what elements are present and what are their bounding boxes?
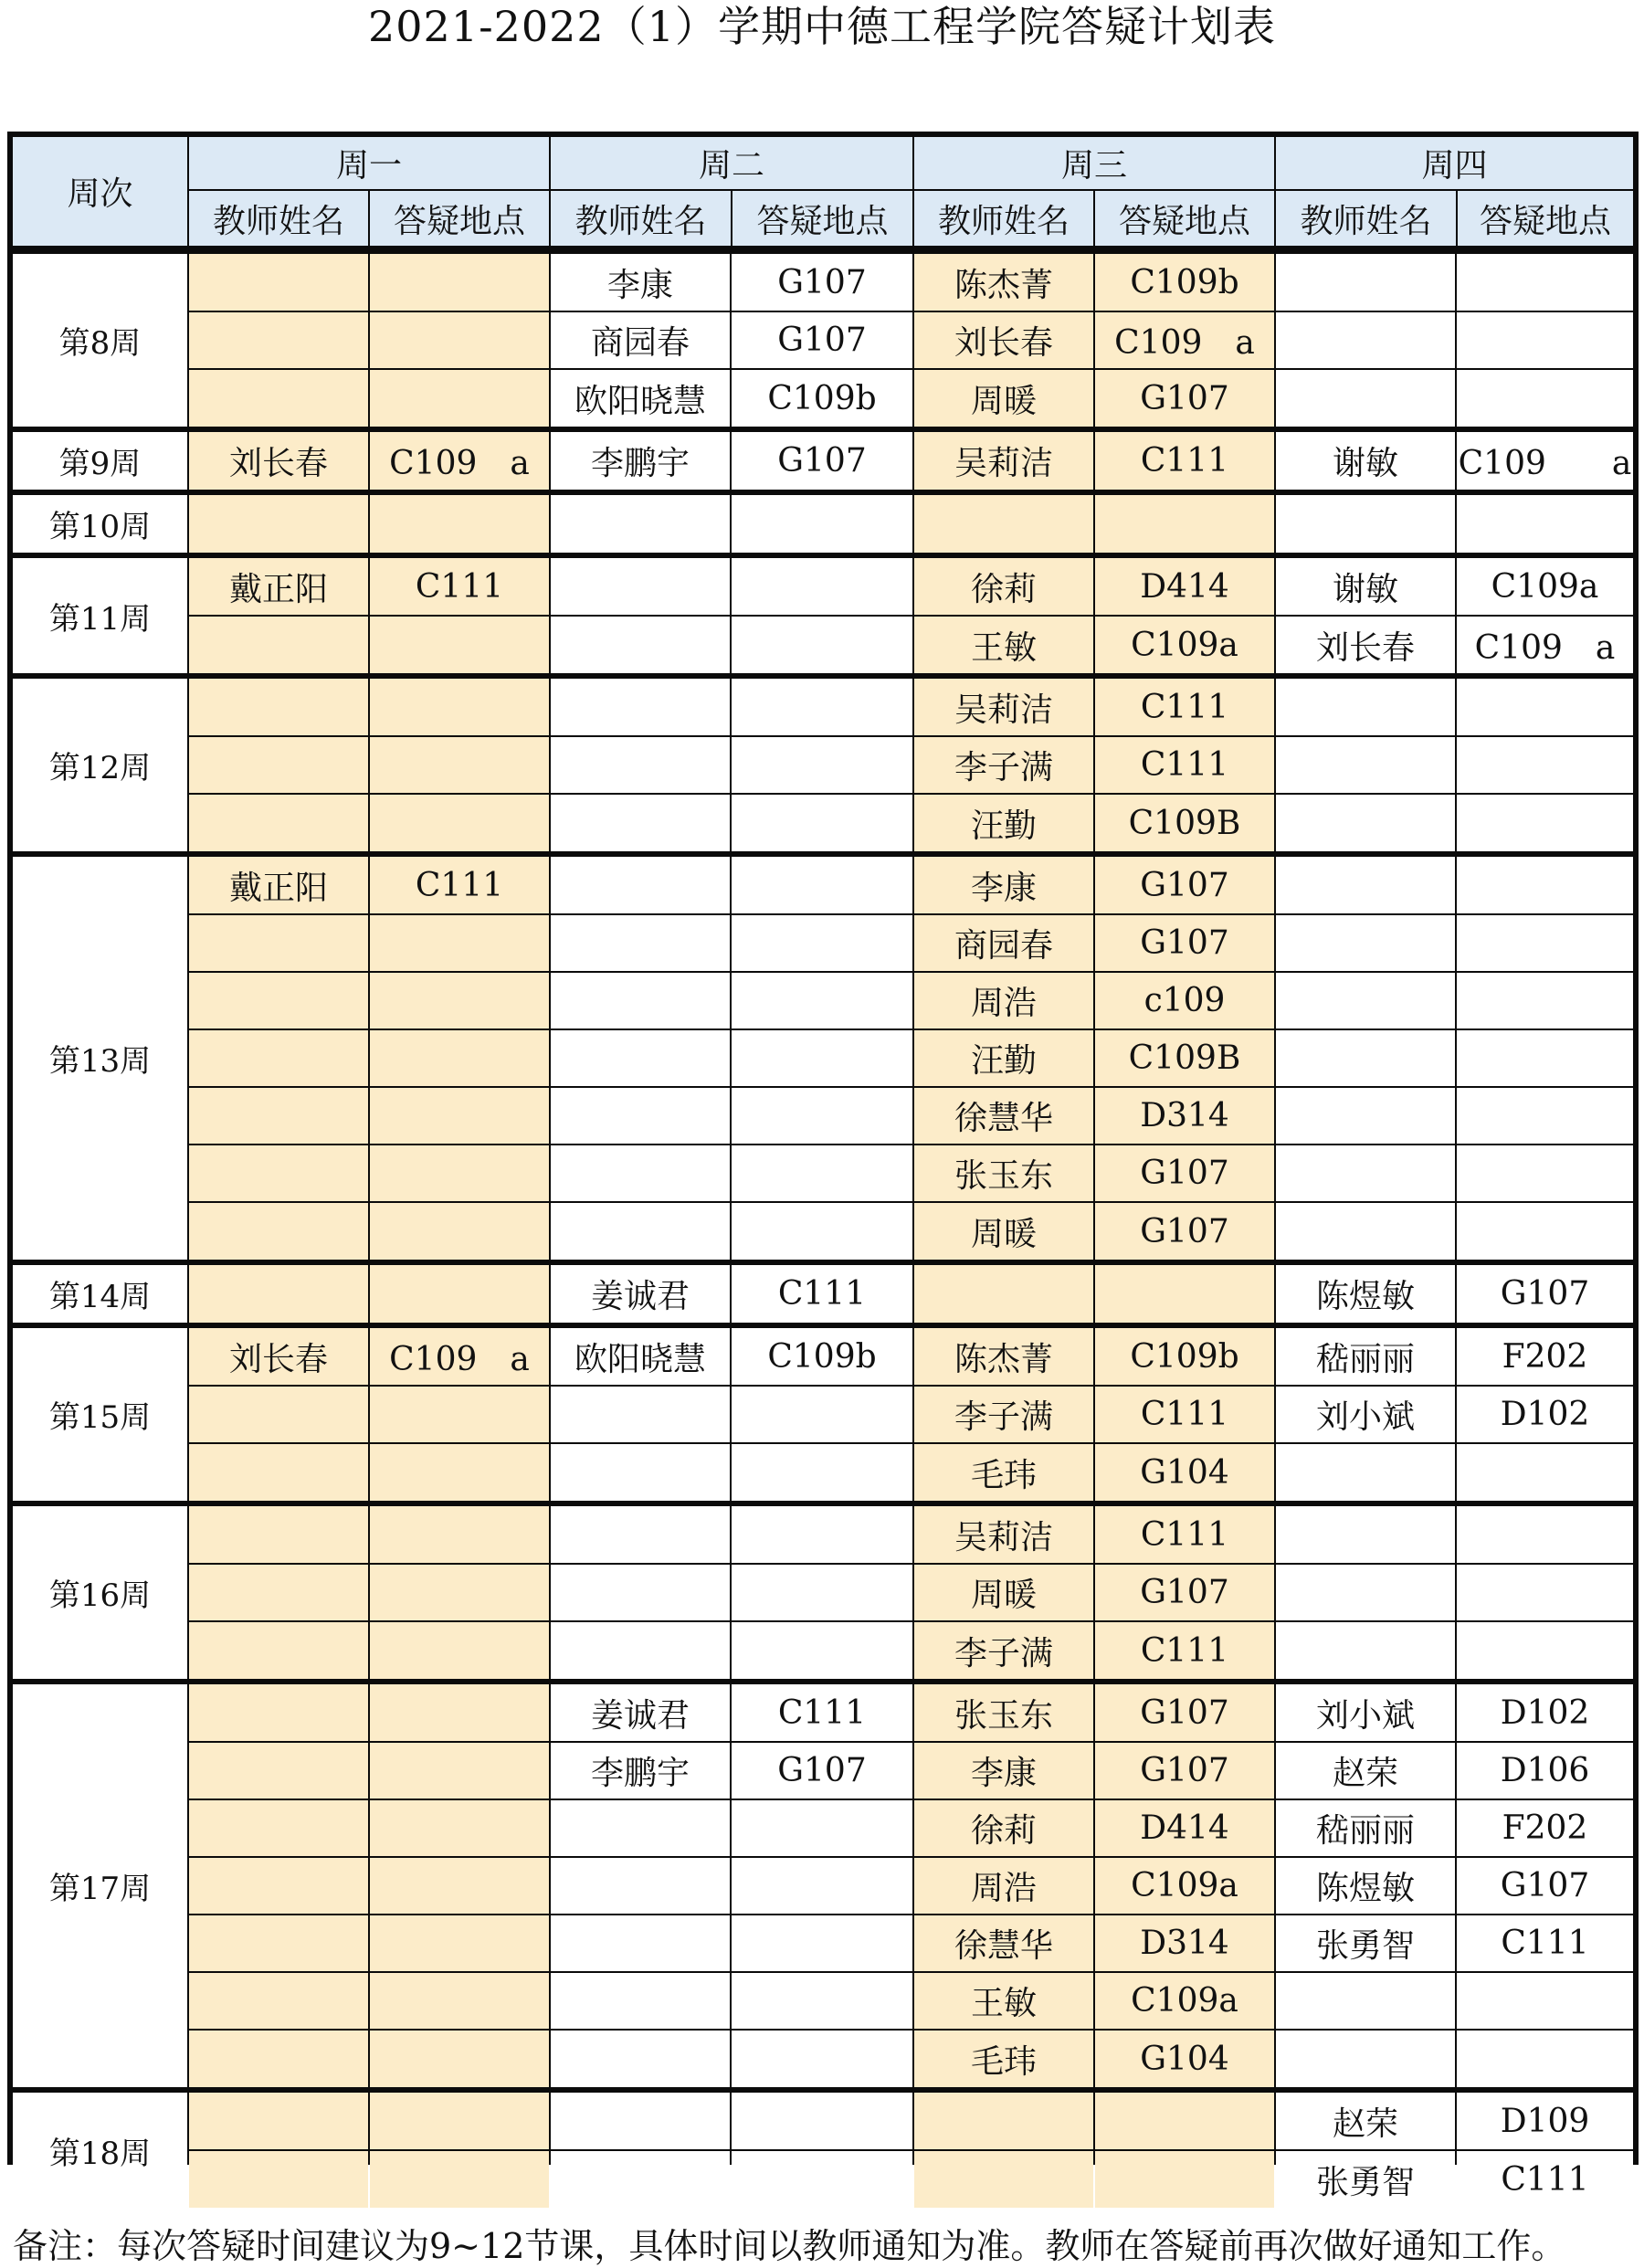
teacher-name-cell xyxy=(551,1800,730,1856)
location-cell: C109 a xyxy=(370,432,549,490)
location-cell xyxy=(1457,1203,1633,1260)
location-cell: C109b xyxy=(1095,254,1274,311)
teacher-name-cell xyxy=(189,312,368,368)
location-cell xyxy=(370,617,549,673)
teacher-name-cell xyxy=(1276,1030,1455,1086)
location-cell xyxy=(1457,679,1633,735)
location-cell xyxy=(732,1030,912,1086)
location-cell: C111 xyxy=(370,857,549,913)
teacher-name-cell: 陈煜敏 xyxy=(1276,1858,1455,1914)
teacher-name-cell: 徐慧华 xyxy=(914,1088,1093,1144)
teacher-name-cell: 欧阳晓慧 xyxy=(551,1328,730,1385)
teacher-name-cell: 吴莉洁 xyxy=(914,432,1093,490)
location-cell xyxy=(732,2093,912,2149)
teacher-name-cell xyxy=(189,1565,368,1620)
location-cell: F202 xyxy=(1457,1800,1633,1856)
location-cell xyxy=(1457,1973,1633,2029)
teacher-name-cell xyxy=(551,973,730,1029)
week-label: 第12周 xyxy=(13,679,187,851)
location-cell xyxy=(1457,1622,1633,1679)
header-day-3: 周三 xyxy=(914,137,1274,189)
location-cell: C111 xyxy=(1095,737,1274,793)
location-cell xyxy=(732,737,912,793)
week-label: 第10周 xyxy=(13,495,187,553)
location-cell: C111 xyxy=(732,1265,912,1323)
teacher-name-cell xyxy=(914,2093,1093,2149)
location-cell: C109b xyxy=(1095,1328,1274,1385)
teacher-name-cell: 周暖 xyxy=(914,370,1093,427)
location-cell xyxy=(732,1088,912,1144)
location-cell xyxy=(1095,2151,1274,2208)
page-title: 2021-2022（1）学期中德工程学院答疑计划表 xyxy=(368,2,1276,51)
location-cell: C111 xyxy=(1095,432,1274,490)
location-cell: C109 a xyxy=(1457,432,1633,490)
teacher-name-cell xyxy=(551,558,730,615)
teacher-name-cell xyxy=(551,915,730,971)
location-cell: D314 xyxy=(1095,1088,1274,1144)
location-cell: C111 xyxy=(1457,2151,1633,2208)
location-cell xyxy=(370,1203,549,1260)
teacher-name-cell xyxy=(551,1387,730,1442)
teacher-name-cell: 商园春 xyxy=(914,915,1093,971)
location-cell: D109 xyxy=(1457,2093,1633,2149)
location-cell xyxy=(370,2151,549,2208)
location-cell: C109b xyxy=(732,1328,912,1385)
location-cell: F202 xyxy=(1457,1328,1633,1385)
teacher-name-cell: 戴正阳 xyxy=(189,558,368,615)
location-cell: G107 xyxy=(732,312,912,368)
teacher-name-cell: 陈杰菁 xyxy=(914,254,1093,311)
teacher-name-cell xyxy=(1276,1565,1455,1620)
location-cell xyxy=(370,1973,549,2029)
teacher-name-cell xyxy=(189,1265,368,1323)
location-cell xyxy=(1457,915,1633,971)
location-cell xyxy=(732,1915,912,1971)
location-cell xyxy=(732,1622,912,1679)
location-cell xyxy=(732,495,912,553)
teacher-name-cell: 赵荣 xyxy=(1276,2093,1455,2149)
teacher-name-cell: 吴莉洁 xyxy=(914,679,1093,735)
teacher-name-cell xyxy=(189,617,368,673)
location-cell xyxy=(732,679,912,735)
teacher-name-cell xyxy=(551,857,730,913)
location-cell xyxy=(370,1088,549,1144)
teacher-name-cell xyxy=(189,1684,368,1741)
location-cell: D314 xyxy=(1095,1915,1274,1971)
location-cell: G107 xyxy=(1457,1858,1633,1914)
location-cell: D102 xyxy=(1457,1387,1633,1442)
teacher-name-cell: 谢敏 xyxy=(1276,558,1455,615)
teacher-name-cell xyxy=(551,2031,730,2087)
teacher-name-cell: 毛玮 xyxy=(914,1444,1093,1501)
teacher-name-cell xyxy=(189,1915,368,1971)
location-cell: G107 xyxy=(732,432,912,490)
location-cell xyxy=(732,857,912,913)
teacher-name-cell xyxy=(551,1145,730,1201)
location-cell: D106 xyxy=(1457,1743,1633,1799)
teacher-name-cell xyxy=(1276,1145,1455,1201)
teacher-name-cell: 陈煜敏 xyxy=(1276,1265,1455,1323)
teacher-name-cell xyxy=(551,1973,730,2029)
location-cell: C111 xyxy=(1095,1387,1274,1442)
teacher-name-cell: 毛玮 xyxy=(914,2031,1093,2087)
location-cell xyxy=(370,973,549,1029)
location-cell xyxy=(732,1506,912,1563)
teacher-name-cell: 汪勤 xyxy=(914,1030,1093,1086)
location-cell xyxy=(370,737,549,793)
header-location-label: 答疑地点 xyxy=(1458,191,1633,246)
location-cell: G107 xyxy=(1095,1743,1274,1799)
location-cell: D414 xyxy=(1095,558,1274,615)
location-cell: C109B xyxy=(1095,795,1274,851)
teacher-name-cell: 徐莉 xyxy=(914,558,1093,615)
teacher-name-cell: 周浩 xyxy=(914,1858,1093,1914)
teacher-name-cell xyxy=(1276,370,1455,427)
teacher-name-cell xyxy=(551,1622,730,1679)
location-cell xyxy=(732,558,912,615)
location-cell xyxy=(1457,312,1633,368)
teacher-name-cell: 周暖 xyxy=(914,1565,1093,1620)
teacher-name-cell xyxy=(189,973,368,1029)
location-cell xyxy=(1457,254,1633,311)
teacher-name-cell xyxy=(1276,312,1455,368)
teacher-name-cell: 李子满 xyxy=(914,1622,1093,1679)
teacher-name-cell: 刘长春 xyxy=(189,1328,368,1385)
teacher-name-cell xyxy=(551,737,730,793)
teacher-name-cell: 刘小斌 xyxy=(1276,1684,1455,1741)
location-cell xyxy=(1457,495,1633,553)
teacher-name-cell xyxy=(189,1444,368,1501)
teacher-name-cell xyxy=(189,495,368,553)
location-cell xyxy=(370,1030,549,1086)
location-cell xyxy=(370,370,549,427)
location-cell: G107 xyxy=(732,254,912,311)
location-cell xyxy=(370,495,549,553)
teacher-name-cell: 刘长春 xyxy=(189,432,368,490)
location-cell: c109 xyxy=(1095,973,1274,1029)
teacher-name-cell xyxy=(914,2151,1093,2208)
teacher-name-cell xyxy=(189,679,368,735)
header-location-label: 答疑地点 xyxy=(732,191,912,246)
teacher-name-cell xyxy=(189,1387,368,1442)
teacher-name-cell xyxy=(551,1203,730,1260)
teacher-name-cell xyxy=(189,915,368,971)
location-cell xyxy=(370,1387,549,1442)
teacher-name-cell: 陈杰菁 xyxy=(914,1328,1093,1385)
teacher-name-cell xyxy=(189,370,368,427)
location-cell: D414 xyxy=(1095,1800,1274,1856)
teacher-name-cell: 张勇智 xyxy=(1276,2151,1455,2208)
header-week-col: 周次 xyxy=(13,137,187,246)
teacher-name-cell: 张玉东 xyxy=(914,1684,1093,1741)
location-cell xyxy=(1457,2031,1633,2087)
location-cell: C109 a xyxy=(1457,617,1633,673)
teacher-name-cell xyxy=(1276,495,1455,553)
teacher-name-cell xyxy=(551,1858,730,1914)
location-cell xyxy=(732,1565,912,1620)
teacher-name-cell: 刘长春 xyxy=(914,312,1093,368)
teacher-name-cell xyxy=(551,2151,730,2208)
location-cell xyxy=(370,1565,549,1620)
teacher-name-cell xyxy=(551,1088,730,1144)
teacher-name-cell: 王敏 xyxy=(914,1973,1093,2029)
location-cell xyxy=(732,1203,912,1260)
teacher-name-cell: 吴莉洁 xyxy=(914,1506,1093,1563)
location-cell: C109a xyxy=(1095,617,1274,673)
location-cell xyxy=(1457,857,1633,913)
location-cell: G107 xyxy=(1457,1265,1633,1323)
location-cell: C109a xyxy=(1095,1973,1274,2029)
location-cell xyxy=(732,1387,912,1442)
teacher-name-cell xyxy=(1276,1444,1455,1501)
location-cell xyxy=(732,1800,912,1856)
teacher-name-cell xyxy=(551,1030,730,1086)
teacher-name-cell xyxy=(189,2151,368,2208)
teacher-name-cell xyxy=(189,2031,368,2087)
teacher-name-cell: 汪勤 xyxy=(914,795,1093,851)
teacher-name-cell xyxy=(189,2093,368,2149)
location-cell xyxy=(370,1684,549,1741)
teacher-name-cell xyxy=(551,795,730,851)
location-cell: C109b xyxy=(732,370,912,427)
teacher-name-cell xyxy=(189,1203,368,1260)
location-cell xyxy=(370,1743,549,1799)
week-label: 第14周 xyxy=(13,1265,187,1323)
location-cell: G107 xyxy=(732,1743,912,1799)
teacher-name-cell: 刘长春 xyxy=(1276,617,1455,673)
location-cell: G107 xyxy=(1095,1684,1274,1741)
teacher-name-cell: 姜诚君 xyxy=(551,1265,730,1323)
location-cell xyxy=(370,1444,549,1501)
location-cell: C111 xyxy=(1095,679,1274,735)
location-cell: C109 a xyxy=(370,1328,549,1385)
location-cell xyxy=(732,1858,912,1914)
location-cell: G104 xyxy=(1095,1444,1274,1501)
teacher-name-cell xyxy=(1276,1506,1455,1563)
teacher-name-cell xyxy=(914,495,1093,553)
location-cell xyxy=(1095,1265,1274,1323)
teacher-name-cell xyxy=(189,1800,368,1856)
location-cell: G107 xyxy=(1095,1203,1274,1260)
location-cell xyxy=(370,2093,549,2149)
location-cell xyxy=(370,679,549,735)
header-teacher-label: 教师姓名 xyxy=(189,191,368,246)
teacher-name-cell: 李鹏宇 xyxy=(551,432,730,490)
location-cell xyxy=(370,1506,549,1563)
teacher-name-cell: 周浩 xyxy=(914,973,1093,1029)
teacher-name-cell xyxy=(189,1973,368,2029)
teacher-name-cell xyxy=(1276,1973,1455,2029)
teacher-name-cell xyxy=(189,1622,368,1679)
location-cell xyxy=(732,1444,912,1501)
week-label: 第18周 xyxy=(13,2093,187,2208)
location-cell: G107 xyxy=(1095,1565,1274,1620)
location-cell xyxy=(1457,1444,1633,1501)
teacher-name-cell xyxy=(551,1915,730,1971)
teacher-name-cell: 嵇丽丽 xyxy=(1276,1328,1455,1385)
location-cell xyxy=(1095,495,1274,553)
teacher-name-cell: 李鹏宇 xyxy=(551,1743,730,1799)
location-cell xyxy=(370,1622,549,1679)
week-label: 第17周 xyxy=(13,1684,187,2087)
teacher-name-cell: 李康 xyxy=(551,254,730,311)
location-cell xyxy=(732,617,912,673)
location-cell: G107 xyxy=(1095,1145,1274,1201)
teacher-name-cell xyxy=(189,737,368,793)
location-cell xyxy=(370,1915,549,1971)
location-cell xyxy=(1457,1565,1633,1620)
location-cell: C111 xyxy=(732,1684,912,1741)
teacher-name-cell xyxy=(1276,2031,1455,2087)
teacher-name-cell xyxy=(551,1444,730,1501)
location-cell: G107 xyxy=(1095,370,1274,427)
teacher-name-cell xyxy=(1276,1088,1455,1144)
location-cell xyxy=(1457,795,1633,851)
teacher-name-cell: 周暖 xyxy=(914,1203,1093,1260)
week-label: 第8周 xyxy=(13,254,187,427)
location-cell xyxy=(1457,1088,1633,1144)
teacher-name-cell xyxy=(1276,1203,1455,1260)
teacher-name-cell: 李子满 xyxy=(914,737,1093,793)
location-cell xyxy=(732,2151,912,2208)
location-cell: C109 a xyxy=(1095,312,1274,368)
week-label: 第9周 xyxy=(13,432,187,490)
teacher-name-cell: 赵荣 xyxy=(1276,1743,1455,1799)
teacher-name-cell: 姜诚君 xyxy=(551,1684,730,1741)
teacher-name-cell: 徐莉 xyxy=(914,1800,1093,1856)
teacher-name-cell: 徐慧华 xyxy=(914,1915,1093,1971)
teacher-name-cell xyxy=(1276,915,1455,971)
location-cell xyxy=(732,973,912,1029)
week-label: 第16周 xyxy=(13,1506,187,1679)
week-label: 第11周 xyxy=(13,558,187,673)
teacher-name-cell: 嵇丽丽 xyxy=(1276,1800,1455,1856)
teacher-name-cell xyxy=(1276,973,1455,1029)
teacher-name-cell xyxy=(1276,679,1455,735)
teacher-name-cell: 戴正阳 xyxy=(189,857,368,913)
teacher-name-cell xyxy=(189,1145,368,1201)
location-cell xyxy=(370,2031,549,2087)
teacher-name-cell xyxy=(189,1743,368,1799)
header-teacher-label: 教师姓名 xyxy=(551,191,731,246)
header-teacher-label: 教师姓名 xyxy=(914,191,1093,246)
teacher-name-cell: 刘小斌 xyxy=(1276,1387,1455,1442)
teacher-name-cell xyxy=(189,1506,368,1563)
teacher-name-cell xyxy=(189,795,368,851)
teacher-name-cell: 李子满 xyxy=(914,1387,1093,1442)
location-cell xyxy=(370,915,549,971)
header-location-label: 答疑地点 xyxy=(370,191,549,246)
teacher-name-cell xyxy=(189,1858,368,1914)
location-cell: C111 xyxy=(1457,1915,1633,1971)
header-teacher-label: 教师姓名 xyxy=(1276,191,1456,246)
location-cell: D102 xyxy=(1457,1684,1633,1741)
footnote: 备注：每次答疑时间建议为9~12节课，具体时间以教师通知为准。教师在答疑前再次做好通知工作。 xyxy=(13,2226,1566,2266)
location-cell xyxy=(370,1265,549,1323)
location-cell xyxy=(370,1858,549,1914)
location-cell xyxy=(1457,737,1633,793)
header-day-1: 周一 xyxy=(189,137,549,189)
teacher-name-cell xyxy=(189,1030,368,1086)
teacher-name-cell: 李康 xyxy=(914,857,1093,913)
teacher-name-cell xyxy=(551,679,730,735)
location-cell xyxy=(370,254,549,311)
teacher-name-cell xyxy=(1276,857,1455,913)
teacher-name-cell xyxy=(189,1088,368,1144)
location-cell xyxy=(732,1145,912,1201)
location-cell: G107 xyxy=(1095,857,1274,913)
week-label: 第13周 xyxy=(13,857,187,1260)
location-cell: C111 xyxy=(370,558,549,615)
location-cell xyxy=(1457,1145,1633,1201)
location-cell xyxy=(732,795,912,851)
teacher-name-cell xyxy=(189,254,368,311)
location-cell xyxy=(732,1973,912,2029)
location-cell xyxy=(370,312,549,368)
location-cell xyxy=(1457,973,1633,1029)
teacher-name-cell xyxy=(551,617,730,673)
teacher-name-cell xyxy=(1276,795,1455,851)
location-cell xyxy=(732,2031,912,2087)
teacher-name-cell: 谢敏 xyxy=(1276,432,1455,490)
teacher-name-cell: 张勇智 xyxy=(1276,1915,1455,1971)
teacher-name-cell: 欧阳晓慧 xyxy=(551,370,730,427)
location-cell xyxy=(1457,1506,1633,1563)
teacher-name-cell xyxy=(1276,254,1455,311)
teacher-name-cell: 王敏 xyxy=(914,617,1093,673)
week-label: 第15周 xyxy=(13,1328,187,1501)
location-cell xyxy=(370,1800,549,1856)
teacher-name-cell: 张玉东 xyxy=(914,1145,1093,1201)
location-cell: C111 xyxy=(1095,1622,1274,1679)
header-day-2: 周二 xyxy=(551,137,912,189)
teacher-name-cell xyxy=(914,1265,1093,1323)
teacher-name-cell xyxy=(551,2093,730,2149)
location-cell: C109B xyxy=(1095,1030,1274,1086)
teacher-name-cell: 李康 xyxy=(914,1743,1093,1799)
teacher-name-cell xyxy=(1276,1622,1455,1679)
teacher-name-cell: 商园春 xyxy=(551,312,730,368)
location-cell xyxy=(370,795,549,851)
teacher-name-cell xyxy=(551,1565,730,1620)
location-cell xyxy=(732,915,912,971)
location-cell: C111 xyxy=(1095,1506,1274,1563)
location-cell xyxy=(1457,1030,1633,1086)
location-cell xyxy=(370,1145,549,1201)
qa-schedule-table xyxy=(7,132,1639,2201)
location-cell: G104 xyxy=(1095,2031,1274,2087)
location-cell xyxy=(1095,2093,1274,2149)
location-cell: G107 xyxy=(1095,915,1274,971)
header-day-4: 周四 xyxy=(1276,137,1633,189)
teacher-name-cell xyxy=(551,495,730,553)
location-cell xyxy=(1457,370,1633,427)
teacher-name-cell xyxy=(1276,737,1455,793)
teacher-name-cell xyxy=(551,1506,730,1563)
location-cell: C109a xyxy=(1095,1858,1274,1914)
header-location-label: 答疑地点 xyxy=(1095,191,1274,246)
location-cell: C109a xyxy=(1457,558,1633,615)
